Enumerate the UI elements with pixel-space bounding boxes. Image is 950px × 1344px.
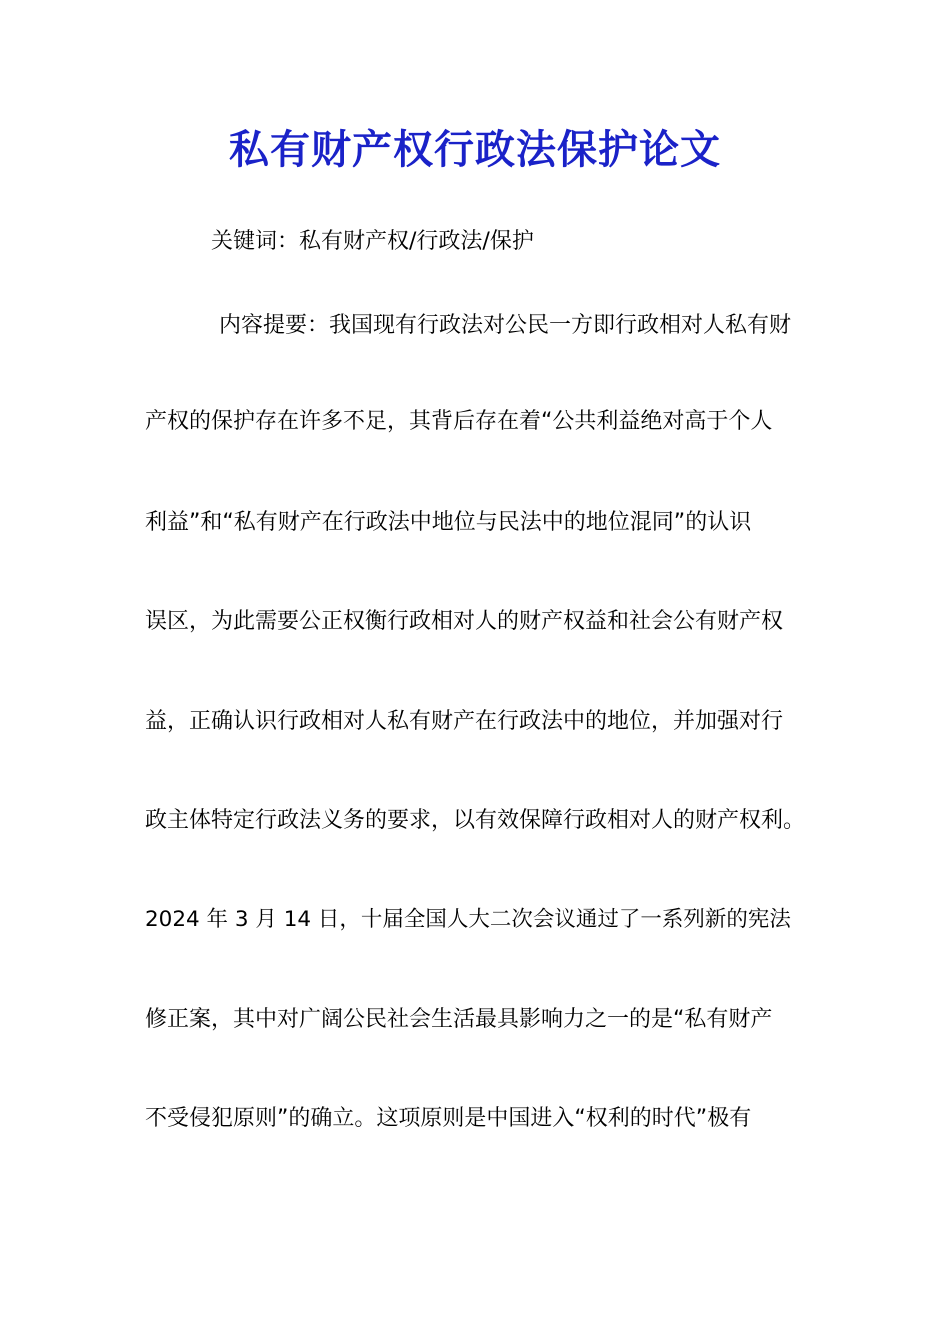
paragraph-line-9: 不受侵犯原则”的确立。这项原则是中国进入“权利的时代”极有 xyxy=(145,1106,752,1131)
paragraph-line-2: 产权的保护存在许多不足，其背后存在着“公共利益绝对高于个人 xyxy=(145,409,773,434)
paragraph-line-6: 政主体特定行政法义务的要求，以有效保障行政相对人的财产权利。 xyxy=(145,808,806,833)
paragraph-line-5: 益，正确认识行政相对人私有财产在行政法中的地位，并加强对行 xyxy=(145,709,784,734)
document-title: 私有财产权行政法保护论文 xyxy=(229,126,721,173)
paragraph-line-3: 利益”和“私有财产在行政法中地位与民法中的地位混同”的认识 xyxy=(145,510,752,535)
keywords-line: 关键词：私有财产权/行政法/保护 xyxy=(211,229,534,254)
paragraph-line-1: 内容提要：我国现有行政法对公民一方即行政相对人私有财 xyxy=(219,313,792,338)
paragraph-line-4: 误区，为此需要公正权衡行政相对人的财产权益和社会公有财产权 xyxy=(145,609,784,634)
paragraph-line-7: 2024 年 3 月 14 日，十届全国人大二次会议通过了一系列新的宪法 xyxy=(145,907,791,932)
paragraph-line-8: 修正案，其中对广阔公民社会生活最具影响力之一的是“私有财产 xyxy=(145,1007,773,1032)
